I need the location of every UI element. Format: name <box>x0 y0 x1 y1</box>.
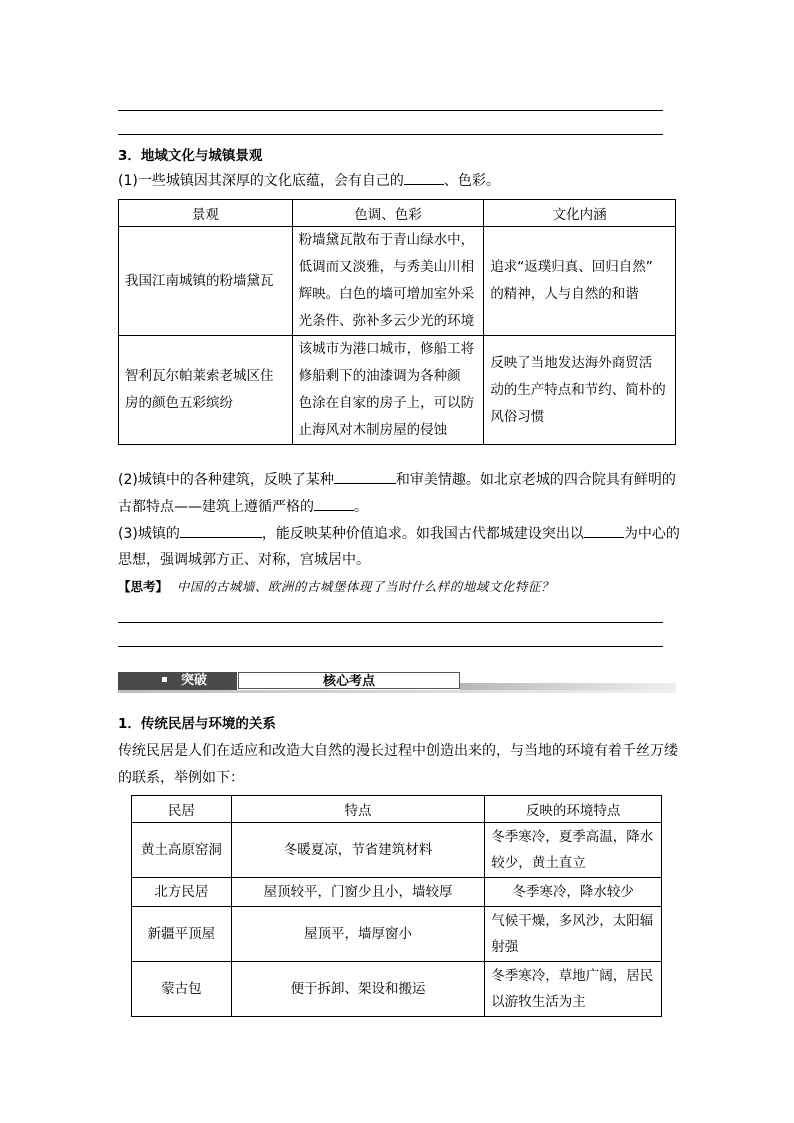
banner-sublabel-box <box>238 672 460 689</box>
think-text: 中国的古城墙、欧洲的古城堡体现了当时什么样的地域文化特征？ <box>176 579 554 594</box>
section-heading: 1．传统民居与环境的关系 <box>118 716 276 732</box>
table-cell <box>485 878 662 907</box>
fill-blank[interactable] <box>180 523 262 538</box>
banner-label: 突破 <box>181 673 208 688</box>
table-cell <box>484 336 676 445</box>
cell-line: 辉映。白色的墙可增加室外采 <box>298 286 475 302</box>
table-cell <box>132 907 232 962</box>
question-text: 为中心的 <box>623 526 680 542</box>
cell-line: 冬季寒冷，降水较少 <box>512 884 634 900</box>
answer-line <box>118 110 663 111</box>
table-header: 文化内涵 <box>484 200 676 227</box>
cell-text: 蒙古包 <box>161 981 202 997</box>
cell-text: 便于拆卸、架设和搬运 <box>290 981 426 997</box>
section-banner <box>118 672 676 692</box>
table-cell <box>119 336 293 445</box>
cell-text: 屋顶平，墙厚窗小 <box>304 926 413 942</box>
table-row <box>132 823 662 878</box>
cell-line: 房的颜色五彩缤纷 <box>125 395 233 411</box>
fill-blank[interactable] <box>404 170 444 185</box>
landscape-table <box>118 199 676 445</box>
cell-text: 新疆平顶屋 <box>147 926 216 942</box>
table-header: 色调、色彩 <box>292 200 484 227</box>
cell-line: 止海风对木制房屋的侵蚀 <box>298 422 448 438</box>
answer-line <box>118 646 663 647</box>
table-header: 民居 <box>132 796 232 823</box>
section-heading: 3．地域文化与城镇景观 <box>118 148 263 164</box>
table-header: 特点 <box>231 796 484 823</box>
think-prompt <box>118 577 554 597</box>
table-cell <box>119 227 293 336</box>
cell-line: 低调而又淡雅，与秀美山川相 <box>298 259 475 275</box>
question-text: 。 <box>354 499 368 515</box>
answer-line <box>118 134 663 135</box>
cell-line: 智利瓦尔帕莱索老城区住 <box>125 368 274 384</box>
fill-blank[interactable] <box>334 469 396 484</box>
question-1 <box>118 170 500 191</box>
banner-underline <box>118 690 676 693</box>
cell-line: 以游牧生活为主 <box>491 994 586 1010</box>
table-cell <box>132 878 232 907</box>
cell-text: 我国江南城镇的粉墙黛瓦 <box>125 272 274 289</box>
question-3-line-2: 思想，强调城郭方正、对称，宫城居中。 <box>118 552 370 568</box>
question-text: 和审美情趣。如北京老城的四合院具有鲜明的 <box>395 472 676 488</box>
intro-line: 传统民居是人们在适应和改造大自然的漫长过程中创造出来的，与当地的环境有着千丝万缕 <box>118 743 678 759</box>
table-cell <box>231 878 484 907</box>
question-text: 、色彩。 <box>443 173 500 189</box>
table-header-row <box>119 200 676 227</box>
cell-text: 北方民居 <box>154 884 209 900</box>
table-cell <box>485 907 662 962</box>
table-cell <box>132 962 232 1017</box>
dwelling-table <box>131 795 662 1017</box>
table-row <box>119 336 676 445</box>
cell-line: 反映了当地发达海外商贸活 <box>490 354 653 371</box>
table-cell <box>231 823 484 878</box>
question-text: (2)城镇中的各种建筑，反映了某种 <box>118 472 334 488</box>
cell-line: 气候干燥，多风沙，太阳辐 <box>491 913 654 929</box>
think-label: 【思考】 <box>118 579 169 594</box>
table-row <box>132 962 662 1017</box>
banner-label-box <box>118 672 237 690</box>
cell-line: 冬季寒冷，草地广阔，居民 <box>491 968 654 984</box>
table-cell <box>485 823 662 878</box>
table-row <box>132 907 662 962</box>
question-2-line-2 <box>118 496 368 517</box>
cell-line: 粉墙黛瓦散布于青山绿水中， <box>298 232 475 248</box>
cell-line: 射强 <box>491 939 519 955</box>
table-header: 反映的环境特点 <box>485 796 662 823</box>
table-cell <box>231 962 484 1017</box>
answer-line <box>118 622 663 623</box>
table-header-row <box>132 796 662 823</box>
table-cell <box>231 907 484 962</box>
cell-line: 动的生产特点和节约、简朴的 <box>490 381 666 398</box>
table-header: 景观 <box>119 200 293 227</box>
table-cell <box>292 336 484 445</box>
cell-line: 光条件、弥补多云少光的环境 <box>298 313 475 329</box>
question-2-line-1 <box>118 469 676 490</box>
table-row <box>119 227 676 336</box>
table-cell <box>484 227 676 336</box>
cell-line: 较少，黄土直立 <box>491 855 586 871</box>
question-text: (1)一些城镇因其深厚的文化底蕴，会有自己的 <box>118 173 404 189</box>
cell-text: 黄土高原窑洞 <box>140 842 222 858</box>
cell-line: 追求“返璞归真、回归自然” <box>490 259 653 275</box>
question-text: 古都特点——建筑上遵循严格的 <box>118 499 314 515</box>
question-3-line-1 <box>118 523 680 544</box>
intro-line: 的联系，举例如下： <box>118 770 244 786</box>
cell-line: 色涂在自家的房子上，可以防 <box>298 395 475 411</box>
table-cell <box>292 227 484 336</box>
table-cell <box>132 823 232 878</box>
fill-blank[interactable] <box>314 496 354 511</box>
table-row <box>132 878 662 907</box>
cell-text: 冬暖夏凉，节省建筑材料 <box>283 842 433 858</box>
square-bullet-icon <box>162 677 167 682</box>
fill-blank[interactable] <box>584 523 624 538</box>
question-text: ，能反映某种价值追求。如我国古代都城建设突出以 <box>261 526 584 542</box>
question-text: (3)城镇的 <box>118 526 180 542</box>
cell-line: 该城市为港口城市，修船工将 <box>298 341 475 357</box>
cell-line: 风俗习惯 <box>490 408 545 425</box>
table-cell <box>485 962 662 1017</box>
cell-line: 的精神，人与自然的和谐 <box>490 286 639 302</box>
cell-line: 修船剩下的油漆调为各种颜 <box>298 368 461 384</box>
cell-line: 冬季寒冷，夏季高温，降水 <box>491 829 654 845</box>
banner-sublabel: 核心考点 <box>322 674 375 689</box>
cell-text: 屋顶较平，门窗少且小，墙较厚 <box>263 884 453 900</box>
